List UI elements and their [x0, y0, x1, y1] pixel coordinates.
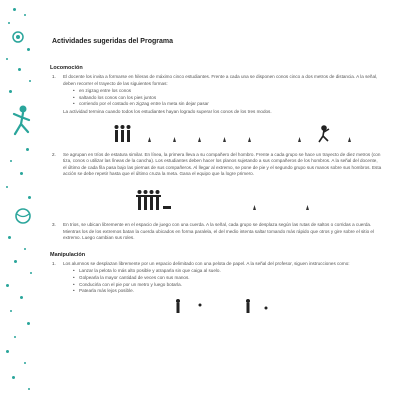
- list-item: • en zigzag entre los conos: [73, 88, 382, 95]
- list-item: • saltando los conos con los pies juntos: [73, 95, 382, 102]
- running-figure-icon: [8, 104, 34, 138]
- page-title: Actividades sugeridas del Programa: [52, 38, 173, 45]
- jumping-figure: [319, 126, 329, 142]
- list-item: • Conducirla con el pie por un metro y luego botarla.: [73, 282, 382, 289]
- item-closing: La actividad termina cuando todos los estudiantes hayan logrado superar los conos de los tres modos.: [63, 108, 272, 114]
- activity-item-4: [48, 261, 382, 295]
- illustration-tunnel-relay: [48, 178, 382, 222]
- illustration-zigzag-cones: [48, 116, 382, 152]
- document-page: [48, 38, 382, 316]
- list-item: • Patearla más lejos posible.: [73, 288, 382, 295]
- ball-icon: [12, 206, 34, 226]
- list-item: • Golpearla la mayor cantidad de veces con sus manos.: [73, 275, 382, 282]
- list-item: • Lanzar la pelota lo más alto posible y atraparla sin que caiga al suelo.: [73, 268, 382, 275]
- item-number: 3.: [52, 221, 56, 227]
- cones: [253, 205, 309, 210]
- item-text: Se agrupan en tríos de estatura similar. En línea, la primera lleva a su compañero del hombro. Frente a cada grupo se hace un trayecto de diez metros (con tiza, conos o utilizar las líneas de la cancha). Los estudiantes deben hacer los planos sujetando a sus compañeros de los hombros. A la señal del docente, el último de cada fila pasa bajo las piernas de sus compañeros. Al llegar al extremo, se pone de pie y el segundo grupo sus manos sobre sus hombros. Esta acción se debe repetir hasta que el último cruza la meta. Gana el equipo que la logre primero.: [63, 151, 382, 177]
- activity-item-3: [48, 222, 382, 242]
- decorative-dot-border: [0, 0, 40, 400]
- swirl-icon: [10, 30, 26, 44]
- item-intro: El docente los invita a formarse en hileras de máximo cinco estudiantes. Frente a cada una se disponen conos cinco a dos metros de distancia. A la señal, deben recorrer el trayecto de las siguientes formas:: [63, 74, 378, 86]
- bullet-list: [73, 88, 382, 108]
- student-figures: [136, 190, 171, 210]
- student-figures: [176, 299, 268, 313]
- student-figures: [115, 125, 131, 142]
- item-text: En trios, se ubican libremente en el espacio de juego con una cuerda. A la señal, cada grupo se desplaza según las rutas de saltos o corridas a cuerda. Mientras los de los extremos batan la cuerda ubicados en forma paralela, el del medio intenta saltar tomando más rápido que otros y gire sobre el sitio el extremo. Luego cambian sus roles.: [63, 221, 375, 241]
- item-number: 2.: [52, 151, 56, 157]
- item-number: 1.: [52, 260, 56, 266]
- item-number: 1.: [52, 74, 56, 79]
- item-intro: Los alumnos se desplazan libremente por un espacio delimitado con una pelota de papel. A la señal del profesor, siguen instrucciones como:: [63, 260, 350, 266]
- section-heading-locomocion: Locomoción: [50, 65, 83, 71]
- activity-item-2: [48, 152, 382, 178]
- activity-item-1: [48, 74, 382, 116]
- bullet-list: [73, 268, 382, 294]
- illustration-ball-play: [48, 296, 382, 316]
- section-heading-manipulacion: Manipulación: [50, 251, 86, 258]
- list-item: • corriendo por el costado en zigzag entre la meta sin dejar pasar: [73, 101, 382, 108]
